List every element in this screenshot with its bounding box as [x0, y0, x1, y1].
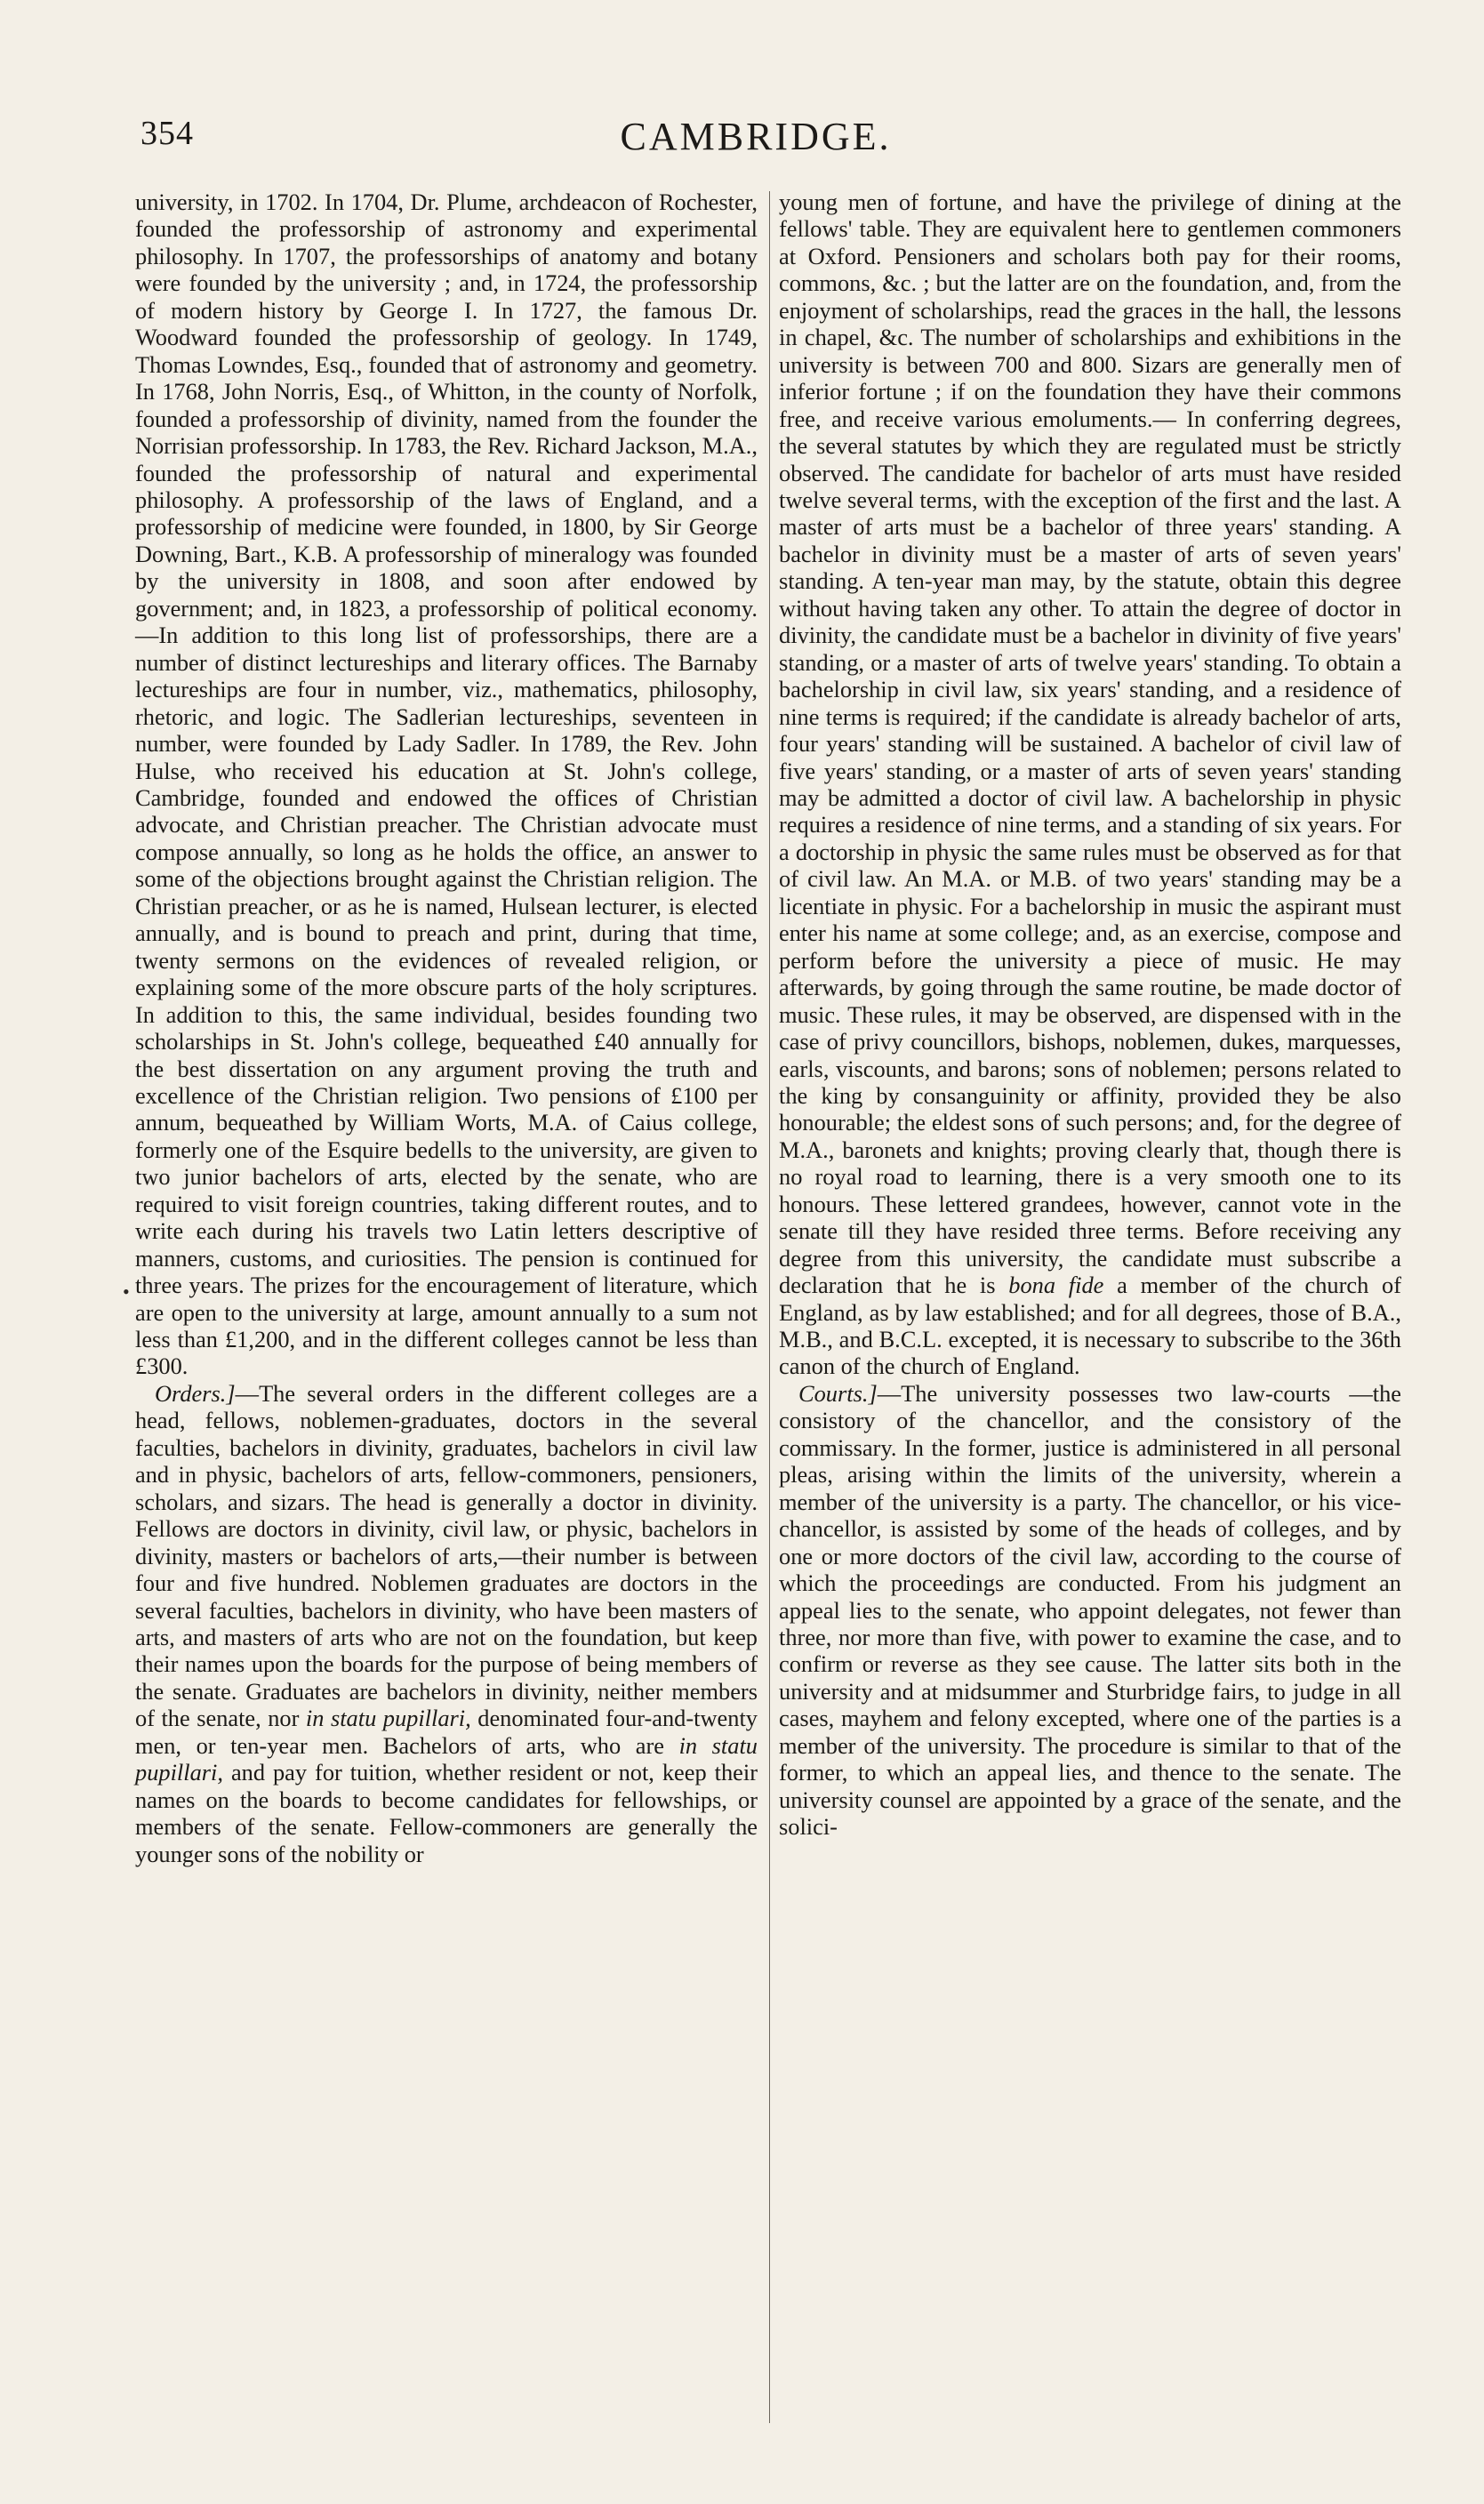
column-divider	[769, 191, 770, 2423]
orders-text-3: and pay for tuition, whether resident or not, keep their names on the boards to become candidates for fellowships, or members of the senate. Fellow-commoners are generally the younger sons of the nobility or	[135, 1759, 758, 1867]
page-number: 354	[140, 115, 194, 152]
paragraph-orders	[135, 1380, 758, 1867]
courts-text: —The university possesses two law-courts —the consistory of the chancellor, and the consistory of the commissary. In the former, justice is administered in all personal pleas, arising within the limits of the university, wherein a member of the university is a party. The chancellor, or his vice-chancellor, is assisted by some of the heads of colleges, and by one or more doctors of the civil law, according to the course of which the proceedings are conducted. From his judgment an appeal lies to the senate, who appoint delegates, not fewer than three, nor more than five, with power to examine the case, and to confirm or reverse as they see cause. The latter sits both in the university and at midsummer and Sturbridge fairs, to judge in all cases, mayhem and felony excepted, where one of the parties is a member of the university. The procedure is similar to that of the former, to which an appeal lies, and thence to the senate. The university counsel are appointed by a grace of the senate, and the solici-	[779, 1379, 1401, 1841]
left-column	[135, 189, 758, 1867]
section-heading-courts: Courts.]	[798, 1379, 878, 1407]
margin-mark: •	[123, 1280, 130, 1303]
running-title: CAMBRIDGE.	[620, 115, 892, 158]
degrees-text: young men of fortune, and have the privilege of dining at the fellows' table. They are equivalent here to gentlemen commoners at Oxford. Pensioners and scholars both pay for their rooms, commons, &c. ; but the latter are on the foundation, and, from the enjoyment of scholarships, read the graces in the hall, the lessons in chapel, &c. The number of scholarships and exhibitions in the university is between 700 and 800. Sizars are generally men of inferior fortune ; if on the foundation they have their commons free, and receive various emoluments.— In conferring degrees, the several statutes by which they are regulated must be strictly observed. The candidate for bachelor of arts must have resided twelve several terms, with the exception of the first and the last. A master of arts must be a bachelor of three years' standing. A bachelor in divinity must be a master of arts of seven years' standing. A ten-year man may, by the statute, obtain this degree without having taken any other. To attain the degree of doctor in divinity, the candidate must be a bachelor in divinity of five years' standing, or a master of arts of twelve years' standing. To obtain a bachelorship in civil law, six years' standing, and a residence of nine terms is required; if the candidate is already bachelor of arts, four years' standing will be sustained. A bachelor of civil law of five years' standing, or a master of arts of seven years' standing may be admitted a doctor of civil law. A bachelorship in physic requires a residence of nine terms, and a standing of six years. For a doctorship in physic the same rules must be observed as for that of civil law. An M.A. or M.B. of two years' standing may be a licentiate in physic. For a bachelorship in music the aspirant must enter his name at some college; and, as an exercise, compose and perform before the university a piece of music. He may afterwards, by going through the same routine, be made doctor of music. These rules, it may be observed, are dispensed with in the case of privy councillors, bishops, noblemen, dukes, marquesses, earls, viscounts, and barons; sons of noblemen; persons related to the king by consanguinity or affinity, provided they be also honourable; the eldest sons of such persons; and, for the degree of M.A., baronets and knights; proving clearly that, though there is no royal road to learning, there is a very smooth one to its honours. These lettered grandees, however, cannot vote in the senate till they have resided three terms. Before receiving any degree from this university, the candidate must subscribe a declaration that he is	[779, 189, 1401, 1299]
paragraph-courts	[779, 1380, 1401, 1841]
paragraph-degrees	[779, 189, 1401, 1380]
page-header	[133, 114, 1378, 167]
orders-text: —The several orders in the different colleges are a head, fellows, noblemen-graduates, doctors in the several faculties, bachelors in divinity, graduates, bachelors in civil law and in physic, bachelors of arts, fellow-commoners, pensioners, scholars, and sizars. The head is generally a doctor in divinity. Fellows are doctors in divinity, civil law, or physic, bachelors in divinity, masters or bachelors of arts,—their number is between four and five hundred. Noblemen graduates are doctors in the several faculties, bachelors in divinity, who have been masters of arts, and masters of arts who are not on the foundation, but keep their names upon the boards for the purpose of being members of the senate. Graduates are bachelors in divinity, neither members of the senate, nor	[135, 1379, 758, 1732]
latin-phrase: bona fide	[1008, 1272, 1104, 1299]
latin-phrase: in statu pupillari,	[305, 1705, 471, 1732]
paragraph-professorships: university, in 1702. In 1704, Dr. Plume, archdeacon of Rochester, founded the professorship of astronomy and experimental philosophy. In 1707, the professorships of anatomy and botany were founded by the university ; and, in 1724, the professorship of modern history by George I. In 1727, the famous Dr. Woodward founded the professorship of geology. In 1749, Thomas Lowndes, Esq., founded that of astronomy and geometry. In 1768, John Norris, Esq., of Whitton, in the county of Norfolk, founded a professorship of divinity, named from the founder the Norrisian professorship. In 1783, the Rev. Richard Jackson, M.A., founded the professorship of natural and experimental philosophy. A professorship of the laws of England, and a professorship of medicine were founded, in 1800, by Sir George Downing, Bart., K.B. A professorship of mineralogy was founded by the university in 1808, and soon after endowed by government; and, in 1823, a professorship of political economy.—In addition to this long list of professorships, there are a number of distinct lectureships and literary offices. The Barnaby lectureships are four in number, viz., mathematics, philosophy, rhetoric, and logic. The Sadlerian lectureships, seventeen in number, were founded by Lady Sadler. In 1789, the Rev. John Hulse, who received his education at St. John's college, Cambridge, founded and endowed the offices of Christian advocate, and Christian preacher. The Christian advocate must compose annually, so long as he holds the office, an answer to some of the objections brought against the Christian religion. The Christian preacher, or as he is named, Hulsean lecturer, is elected annually, and is bound to preach and print, during that time, twenty sermons on the evidences of revealed religion, or explaining some of the more obscure parts of the holy scriptures. In addition to this, the same individual, besides founding two scholarships in St. John's college, bequeathed £40 annually for the best dissertation on any argument proving the truth and excellence of the Christian religion. Two pensions of £100 per annum, bequeathed by William Worts, M.A. of Caius college, formerly one of the Esquire bedells to the university, are given to two junior bachelors of arts, elected by the senate, who are required to visit foreign countries, taking different routes, and to write each during his travels two Latin letters descriptive of manners, customs, and curiosities. The pension is continued for three years. The prizes for the encouragement of literature, which are open to the university at large, amount annually to a sum not less than £1,200, and in the different colleges cannot be less than £300.	[135, 189, 758, 1380]
latin-phrase: in statu pupillari,	[135, 1731, 758, 1786]
right-column	[779, 189, 1401, 1841]
degrees-text-end: a member of the church of England, as by law established; and for all degrees, those of B.A., M.B., and B.C.L. excepted, it is necessary to subscribe to the 36th canon of the church of England.	[779, 1272, 1401, 1380]
orders-text-2: denominated four-and-twenty men, or ten-year men. Bachelors of arts, who are	[135, 1705, 758, 1759]
section-heading-orders: Orders.]	[155, 1379, 236, 1407]
